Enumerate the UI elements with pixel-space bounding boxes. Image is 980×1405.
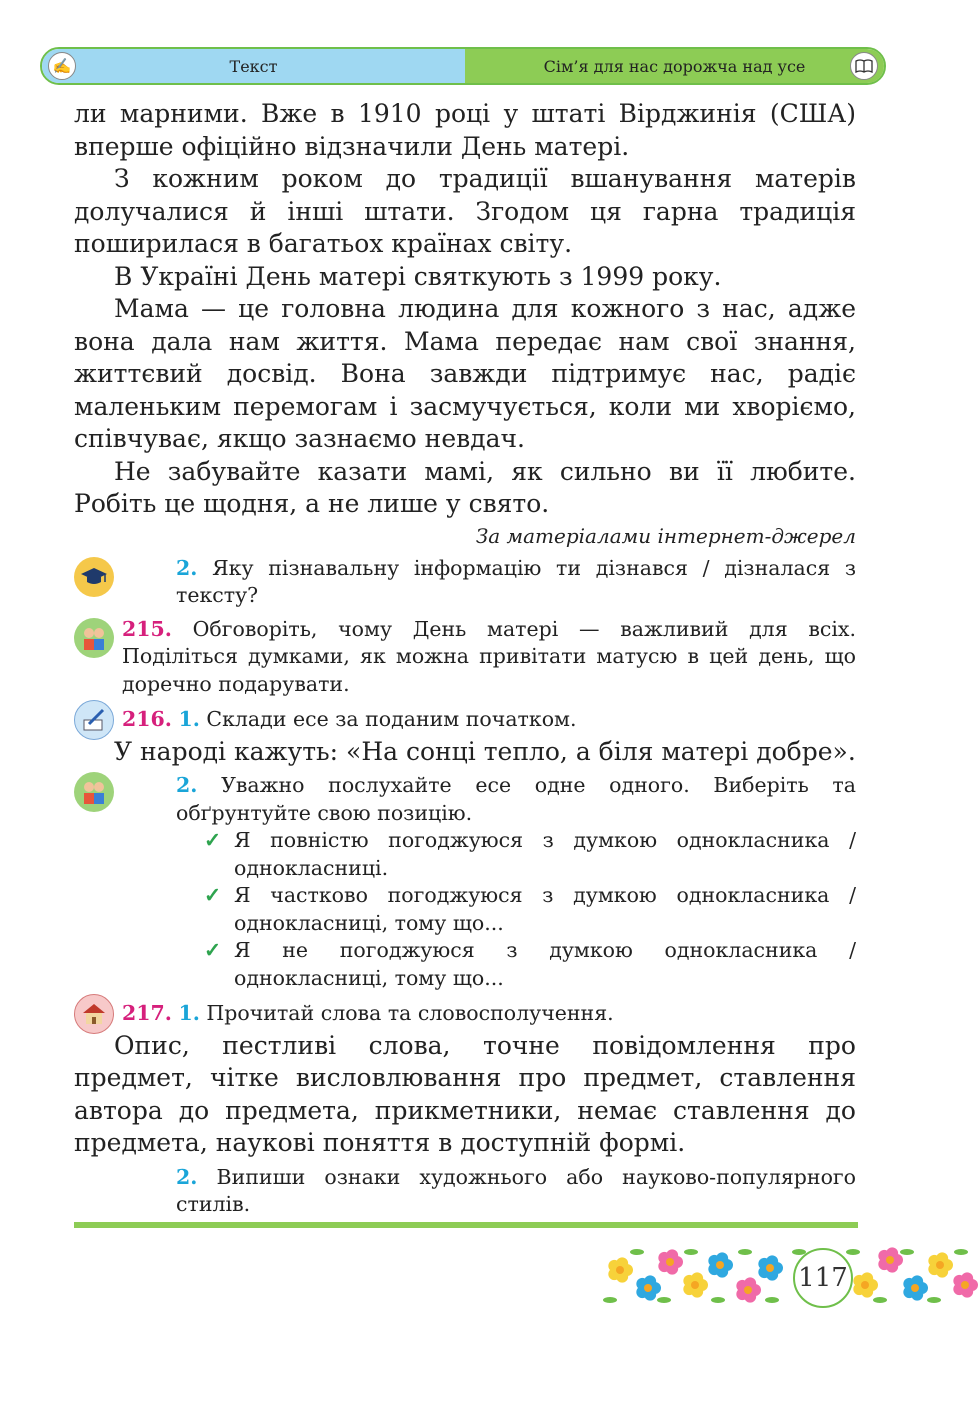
check-icon: ✓ (204, 938, 222, 962)
list-item: ✓ Я повністю погоджуюся з думкою однокласника / однокласниці. (204, 828, 856, 880)
header-left-label: Текст (229, 56, 278, 76)
kids-icon (74, 618, 114, 658)
check-icon: ✓ (204, 828, 222, 852)
header-right (465, 49, 884, 83)
paragraph: З кожним роком до традиції вшанування матерів долучалися й інші штати. Згодом ця гарна традиція поширилася в багатьох країнах світу. (74, 164, 856, 258)
paragraph: В Україні День матері святкують з 1999 року. (114, 261, 722, 291)
task-number: 215. (122, 616, 172, 641)
task-number: 2. (176, 555, 198, 580)
header-right-label: Сім’я для нас дорожча над усе (543, 56, 806, 76)
task-216 (74, 706, 856, 992)
house-icon (74, 994, 114, 1034)
task-2 (74, 555, 856, 610)
header-banner (40, 47, 886, 85)
subtask-number: 1. (178, 1001, 200, 1025)
source-note: За матеріалами інтернет-джерел (475, 523, 856, 548)
pen-icon: ✍ (48, 52, 76, 80)
subtask-number: 2. (176, 1164, 198, 1189)
subtask-number: 2. (176, 773, 198, 797)
task-text: Випиши ознаки художнього або науково-популярного стилів. (176, 1164, 856, 1216)
book-icon (850, 52, 878, 80)
writing-icon (74, 700, 114, 740)
check-icon: ✓ (204, 883, 222, 907)
header-left (42, 49, 465, 83)
graduation-cap-icon (74, 557, 114, 597)
task-217 (74, 1000, 856, 1219)
task-text: Обговоріть, чому День матері — важливий для всіх. Поділіться думками, як можна привітати матусю в цей день, що доречно подарувати. (122, 616, 856, 696)
paragraph: ли марними. Вже в 1910 році у штаті Вірджинія (США) вперше офіційно відзначили День матері. (74, 99, 856, 161)
bullet-list (74, 827, 856, 992)
flower-decoration-icon (600, 1240, 980, 1310)
task-text: Прочитай слова та словосполучення. (206, 1001, 614, 1025)
task-text: Склади есе за поданим початком. (206, 707, 577, 731)
quote: У народі кажуть: «На сонці тепло, а біля матері добре». (114, 736, 856, 766)
list-item: ✓ Я не погоджуюся з думкою однокласника / однокласниці, тому що... (204, 938, 856, 990)
task-text: Уважно послухайте есе одне одного. Виберіть та обґрунтуйте свою позицію. (176, 773, 856, 825)
list-item: ✓ Я частково погоджуюся з думкою однокласника / однокласниці, тому що... (204, 883, 856, 935)
subtask-2 (74, 772, 856, 992)
task-text: Яку пізнавальну інформацію ти дізнався / дізналася з тексту? (176, 555, 856, 607)
task-215 (74, 616, 856, 699)
kids-icon (74, 772, 114, 812)
subtask-number: 1. (178, 707, 200, 731)
task-number: 216. (122, 707, 172, 731)
task-number: 217. (122, 1001, 172, 1025)
word-list: Опис, пестливі слова, точне повідомлення про предмет, чітке висловлювання про предмет, ставлення автора до предмета, прикметники, немає ставлення до предмета, наукові поняття в доступній формі. (74, 1030, 856, 1157)
paragraph: Не забувайте казати мамі, як сильно ви її любите. Робіть це щодня, а не лише у свято. (74, 456, 856, 518)
paragraph: Мама — це головна людина для кожного з нас, адже вона дала нам життя. Мама передає нам свої знання, життєвий досвід. Вона завжди підтримує нас, радіє маленьким перемогам і засмучується, коли ми хворіємо, співчуває, якщо зазнаємо невдач. (74, 294, 856, 453)
page-content (74, 98, 856, 1219)
page-number: 117 (793, 1248, 853, 1308)
footer-divider (74, 1222, 858, 1228)
